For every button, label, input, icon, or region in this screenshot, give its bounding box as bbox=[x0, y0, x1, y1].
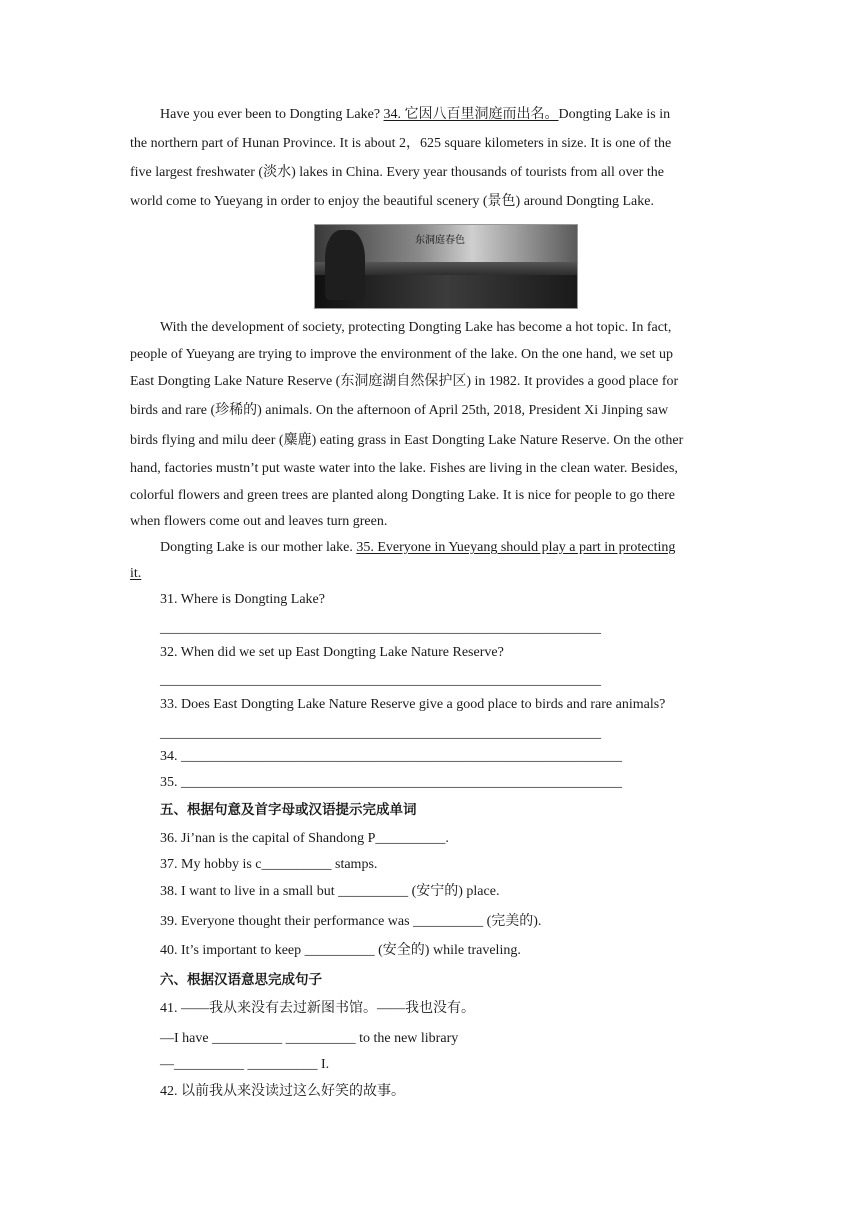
question-40[interactable]: 40. It’s important to keep __________ (安全的) while traveling. bbox=[160, 943, 521, 958]
question-38[interactable]: 38. I want to live in a small but __________ (安宁的) place. bbox=[160, 884, 500, 899]
question-41-line-a[interactable]: —I have __________ __________ to the new library bbox=[160, 1031, 459, 1046]
question-39[interactable]: 39. Everyone thought their performance was __________ (完美的). bbox=[160, 914, 542, 929]
passage-line bbox=[160, 538, 675, 558]
passage-line: birds and rare (珍稀的) animals. On the afternoon of April 25th, 2018, President Xi Jinping saw bbox=[130, 403, 669, 418]
question-32: 32. When did we set up East Dongting Lake Nature Reserve? bbox=[160, 645, 504, 660]
passage-line bbox=[160, 105, 670, 125]
passage-line: East Dongting Lake Nature Reserve (东洞庭湖自然保护区) in 1982. It provides a good place for bbox=[130, 374, 679, 389]
passage-line: birds flying and milu deer (麋鹿) eating grass in East Dongting Lake Nature Reserve. On the other bbox=[130, 433, 684, 448]
question-37[interactable]: 37. My hobby is c__________ stamps. bbox=[160, 857, 378, 872]
passage-line: With the development of society, protecting Dongting Lake has become a hot topic. In fact, bbox=[160, 320, 672, 335]
question-36[interactable]: 36. Ji’nan is the capital of Shandong P__________. bbox=[160, 831, 449, 846]
translation-task-35-cont: it. bbox=[130, 566, 142, 581]
passage-text: Dongting Lake is our mother lake. bbox=[160, 540, 357, 555]
passage-line: people of Yueyang are trying to improve the environment of the lake. On the one hand, we set up bbox=[130, 347, 673, 362]
answer-line-34[interactable]: 34. _______________________________________________________________ bbox=[160, 749, 622, 764]
passage-line: the northern part of Hunan Province. It is about 2，625 square kilometers in size. It is one of the bbox=[130, 136, 672, 151]
section-6-title: 六、根据汉语意思完成句子 bbox=[160, 972, 322, 988]
answer-line-35[interactable]: 35. _______________________________________________________________ bbox=[160, 775, 622, 790]
answer-line-33[interactable]: _______________________________________________________________ bbox=[160, 726, 601, 741]
answer-line-32[interactable]: _______________________________________________________________ bbox=[160, 673, 601, 688]
passage-line: world come to Yueyang in order to enjoy the beautiful scenery (景色) around Dongting Lake. bbox=[130, 194, 654, 209]
photo-caption: 东洞庭春色 bbox=[415, 235, 465, 246]
passage-line: five largest freshwater (淡水) lakes in China. Every year thousands of tourists from all over the bbox=[130, 165, 664, 180]
question-41: 41. ——我从来没有去过新图书馆。——我也没有。 bbox=[160, 1001, 475, 1016]
translation-task-35: 35. Everyone in Yueyang should play a part in protecting bbox=[356, 540, 676, 555]
dongting-lake-photo bbox=[314, 224, 578, 309]
section-5-title: 五、根据句意及首字母或汉语提示完成单词 bbox=[160, 802, 417, 818]
question-41-line-b[interactable]: —__________ __________ I. bbox=[160, 1057, 330, 1072]
passage-text: Dongting Lake is in bbox=[558, 107, 671, 122]
answer-line-31[interactable]: _______________________________________________________________ bbox=[160, 621, 601, 636]
passage-text: Have you ever been to Dongting Lake? bbox=[160, 107, 384, 122]
question-31: 31. Where is Dongting Lake? bbox=[160, 592, 325, 607]
passage-line: colorful flowers and green trees are planted along Dongting Lake. It is nice for people to go there bbox=[130, 488, 676, 503]
question-42: 42. 以前我从来没读过这么好笑的故事。 bbox=[160, 1084, 405, 1099]
passage-line: hand, factories mustn’t put waste water into the lake. Fishes are living in the clean water. Besides, bbox=[130, 461, 678, 476]
question-33: 33. Does East Dongting Lake Nature Reserve give a good place to birds and rare animals? bbox=[160, 697, 666, 712]
passage-line: when flowers come out and leaves turn green. bbox=[130, 514, 388, 529]
translation-task-34: 34. 它因八百里洞庭而出名。 bbox=[383, 107, 559, 122]
